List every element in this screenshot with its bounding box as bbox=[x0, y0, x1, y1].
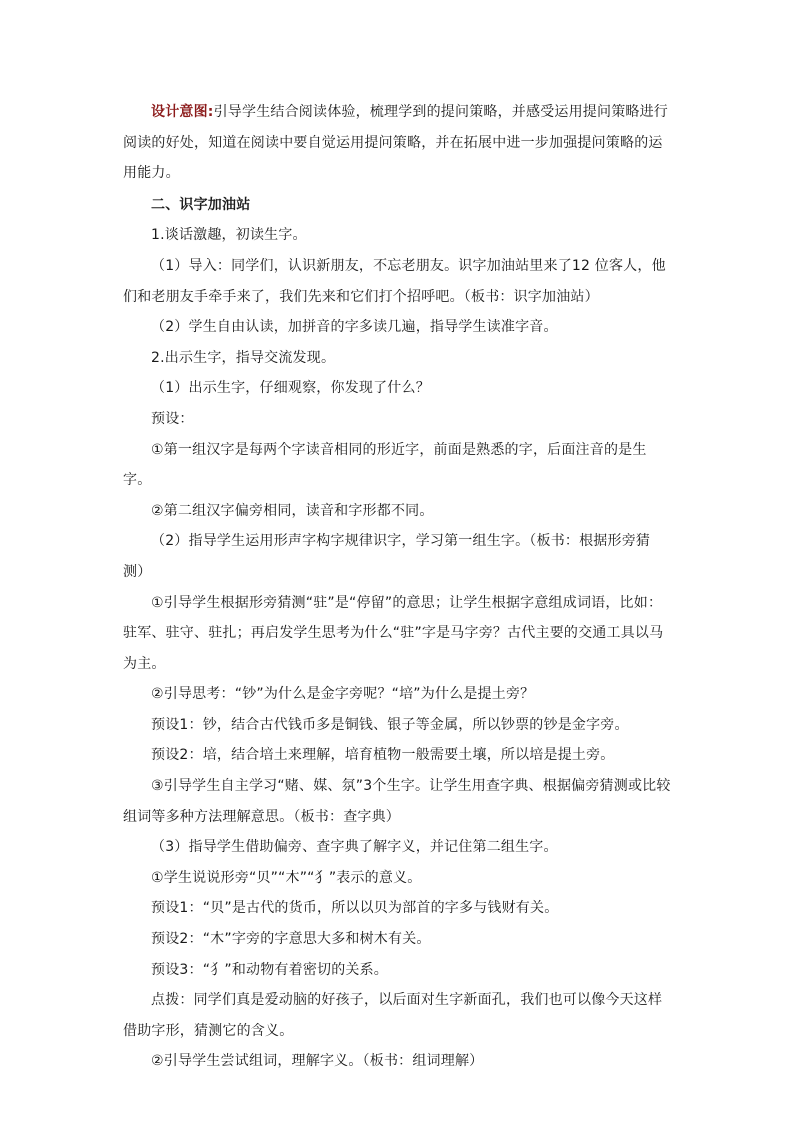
document-body bbox=[123, 97, 671, 1077]
design-intent-text: 引导学生结合阅读体验，梳理学到的提问策略，并感受运用提问策略进行阅读的好处，知道在阅读中要自觉运用提问策略，并在拓展中进一步加强提问策略的运用能力。 bbox=[123, 104, 669, 182]
paragraph: 预设： bbox=[151, 410, 194, 427]
paragraph: ①学生说说形旁“贝”“木”“犭”表示的意义。 bbox=[151, 869, 422, 886]
paragraph: ①第一组汉字是每两个字读音相同的形近字，前面是熟悉的字，后面注音的是生字。 bbox=[123, 441, 647, 489]
paragraph: 点拨：同学们真是爱动脑的好孩子，以后面对生字新面孔，我们也可以像今天这样借助字形，猜测它的含义。 bbox=[123, 992, 663, 1039]
paragraph: （1）出示生字，仔细观察，你发现了什么？ bbox=[151, 380, 430, 397]
paragraph: ③引导学生自主学习“赌、媒、氛”3个生字。让学生用查字典、根据偏旁猜测或比较组词等多种方法理解意思。（板书：查字典） bbox=[123, 778, 671, 825]
paragraph: 预设2：培，结合培土来理解，培育植物一般需要土壤，所以培是提土旁。 bbox=[151, 747, 615, 764]
paragraph: 预设3：“犭”和动物有着密切的关系。 bbox=[151, 961, 389, 978]
paragraph: （3）指导学生借助偏旁、查字典了解字义，并记住第二组生字。 bbox=[151, 839, 558, 856]
paragraph: 2.出示生字，指导交流发现。 bbox=[151, 349, 336, 366]
paragraph: （1）导入：同学们，认识新朋友，不忘老朋友。识字加油站里来了12 位客人，他们和老朋友手牵手来了，我们先来和它们打个招呼吧。（板书：识字加油站） bbox=[123, 257, 666, 305]
paragraph: 预设2：“木”字旁的字意思大多和树木有关。 bbox=[151, 931, 431, 948]
paragraph: 预设1：钞，结合古代钱币多是铜钱、银子等金属，所以钞票的钞是金字旁。 bbox=[151, 716, 629, 733]
paragraph: ②引导思考：“钞”为什么是金字旁呢？“培”为什么是提土旁？ bbox=[151, 686, 535, 703]
paragraph: ②引导学生尝试组词，理解字义。（板书：组词理解） bbox=[151, 1053, 484, 1070]
paragraph: 1.谈话激趣，初读生字。 bbox=[151, 227, 307, 244]
paragraph: （2）学生自由认读，加拼音的字多读几遍，指导学生读准字音。 bbox=[151, 319, 558, 336]
design-intent-paragraph bbox=[123, 97, 671, 189]
paragraph: ①引导学生根据形旁猜测“驻”是“停留”的意思；让学生根据字意组成词语，比如：驻军、驻守、驻扎；再启发学生思考为什么“驻”字是马字旁？古代主要的交通工具以马为主。 bbox=[123, 594, 664, 672]
design-intent-label: 设计意图: bbox=[151, 104, 214, 120]
paragraph: ②第二组汉字偏旁相同，读音和字形都不同。 bbox=[151, 502, 434, 519]
section-title: 二、识字加油站 bbox=[151, 196, 251, 213]
paragraph: 预设1：“贝”是古代的货币，所以以贝为部首的字多与钱财有关。 bbox=[151, 900, 559, 917]
paragraph: （2）指导学生运用形声字构字规律识字，学习第一组生字。（板书：根据形旁猜测） bbox=[123, 533, 651, 580]
